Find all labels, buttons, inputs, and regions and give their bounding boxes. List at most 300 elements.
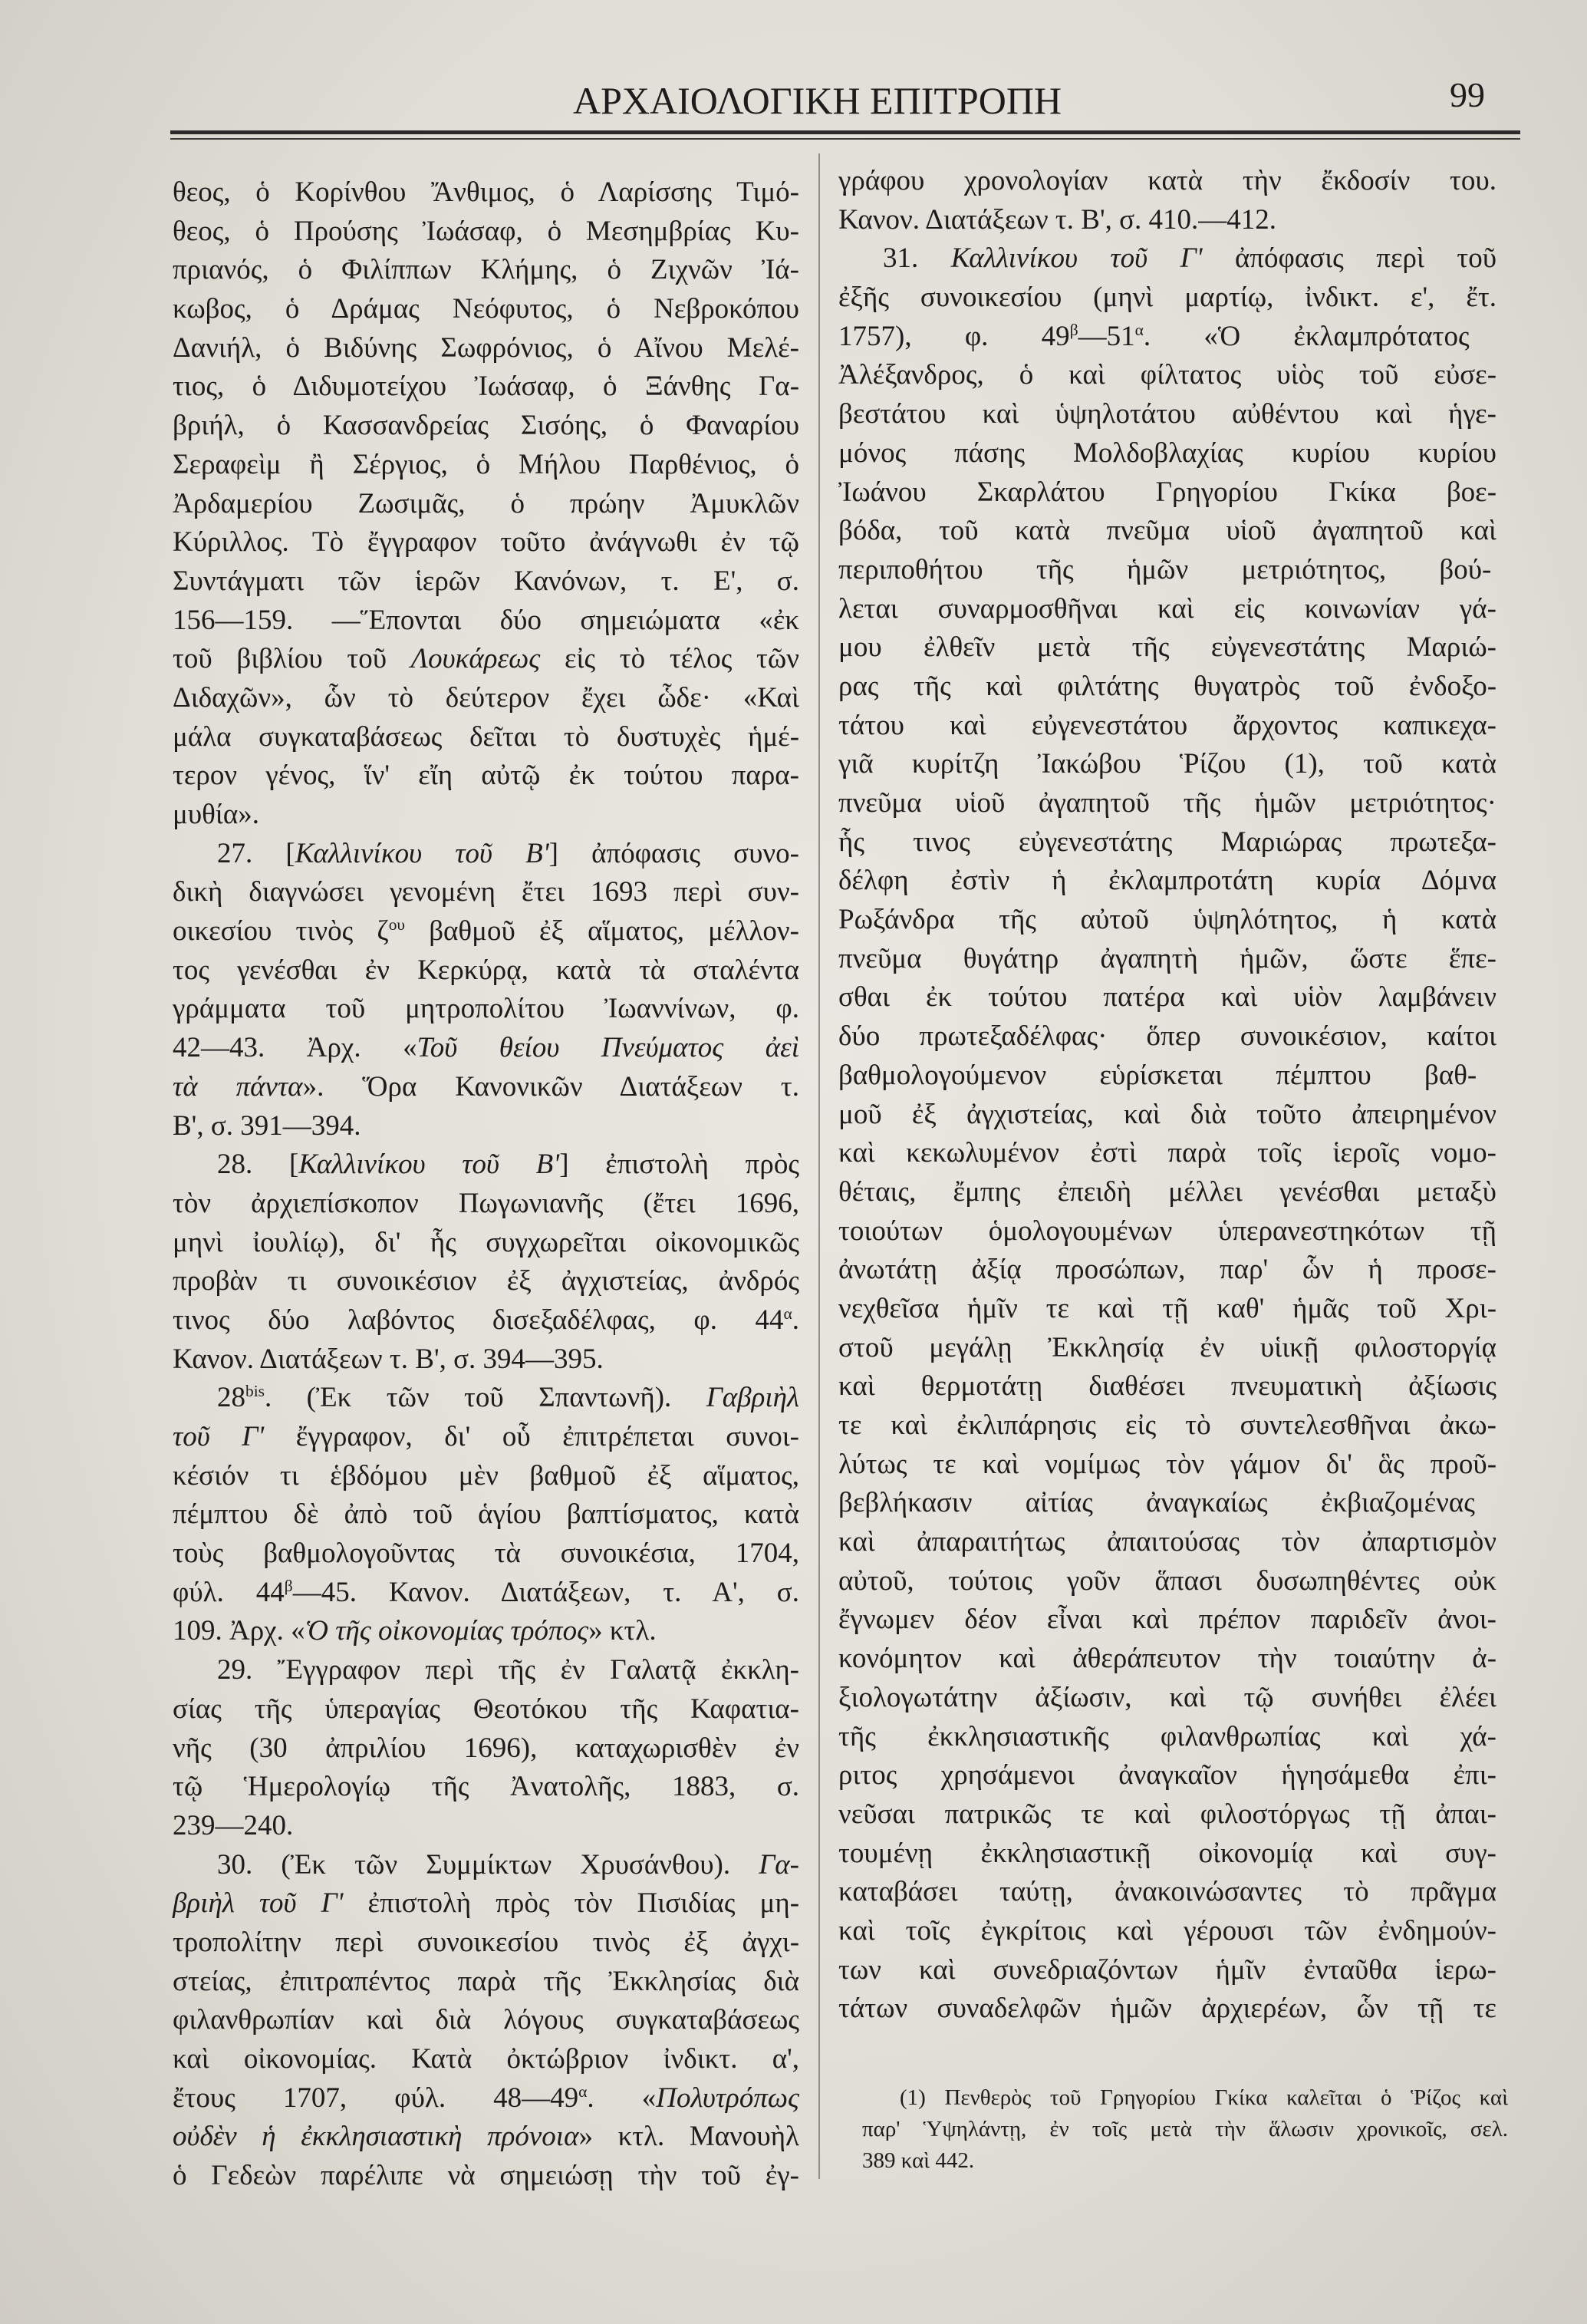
- body-text-line-text: [217, 1651, 799, 1690]
- text-run: . «Ὁ ἐκλαμπρότατος: [1143, 320, 1470, 352]
- body-text-line: [173, 757, 799, 796]
- body-text-line: [838, 1484, 1496, 1523]
- body-text-line-text: [173, 2079, 799, 2118]
- body-text-line: [173, 951, 799, 991]
- body-text-line: [838, 239, 1496, 279]
- text-run: πριανός, ὁ Φιλίππων Κλήμης, ὁ Ζιχνῶν Ἰά-: [173, 254, 799, 286]
- body-text-line: [173, 1807, 799, 1846]
- body-text-line: [173, 1185, 799, 1224]
- body-text-line: [838, 1562, 1496, 1601]
- text-run: δέλφη ἐστὶν ἡ ἐκλαμπροτάτη κυρία Δόμνα: [838, 865, 1496, 897]
- body-text-line-text: [838, 434, 1496, 473]
- body-text-line: [173, 718, 799, 757]
- text-run: βριήλ, ὁ Κασσανδρείας Σισόης, ὁ Φαναρίου: [173, 410, 800, 442]
- body-text-line-text: [838, 1445, 1496, 1485]
- body-text-line-text: [173, 1029, 799, 1068]
- body-text-line: [173, 2157, 799, 2196]
- body-text-line: [838, 1679, 1496, 1718]
- body-text-line-text: [173, 290, 799, 329]
- body-text-line-text: [838, 1640, 1496, 1679]
- body-text-line: [838, 1017, 1496, 1057]
- body-text-line: [173, 2118, 799, 2157]
- body-text-line: [838, 901, 1496, 940]
- body-text-line-text: [838, 1756, 1496, 1795]
- body-text-line: [173, 1340, 799, 1380]
- text-run: ] ἀπόφασις συνο-: [548, 837, 799, 869]
- body-text-line-text: [173, 1690, 799, 1729]
- footnote-line-text: [862, 2145, 974, 2177]
- page-title: ΑΡΧΑΙΟΛΟΓΙΚΗ ΕΠΙΤΡΟΠΗ: [572, 79, 1062, 122]
- body-text-line: [838, 551, 1496, 590]
- text-run: τάτου καὶ εὐγενεστάτου ἄρχοντος καπικεχα-: [838, 709, 1496, 741]
- text-run: καὶ οἰκονομίας. Κατὰ ὀκτώβριον ἰνδικτ. α',: [173, 2043, 800, 2075]
- body-text-line-text: [838, 940, 1496, 979]
- text-run: ἔγγραφον, δι' οὗ ἐπιτρέπεται συνοι-: [264, 1421, 799, 1452]
- text-run: γιᾶ κυρίτζη Ἰακώβου Ῥίζου (1), τοῦ κατὰ: [838, 748, 1497, 780]
- text-run: γράφου χρονολογίαν κατὰ τὴν ἔκδοσίν του.: [838, 165, 1496, 196]
- body-text-line: [838, 668, 1496, 707]
- body-text-line-text: [838, 395, 1496, 434]
- body-text-line: [173, 1690, 799, 1729]
- italic-text: Καλλινίκου τοῦ Β': [295, 837, 549, 869]
- text-run: Διδαχῶν», ὧν τὸ δεύτερον ἔχει ὧδε· «Καὶ: [173, 681, 799, 714]
- body-text-line-text: [173, 562, 799, 602]
- text-run: παρ' Ὑψηλάντῃ, ἐν τοῖς μετὰ τὴν ἅλωσιν χρονικοῖς, σελ.: [862, 2117, 1509, 2141]
- body-text-line: [173, 640, 799, 679]
- text-run: βεστάτου καὶ ὑψηλοτάτου αὐθέντου καὶ ἡγε-: [838, 398, 1496, 430]
- text-run: 239—240.: [173, 1809, 294, 1841]
- left-column: [173, 173, 799, 2196]
- body-text-line-text: [173, 990, 799, 1029]
- text-run: ἀνωτάτῃ ἀξίᾳ προσώπων, παρ' ὧν ἡ προσε-: [838, 1254, 1496, 1286]
- body-text-line-text: [838, 1873, 1496, 1912]
- body-text-line-text: [173, 1807, 293, 1846]
- text-run: —51: [1078, 320, 1135, 352]
- body-text-line-text: [838, 745, 1496, 784]
- body-text-line-text: [173, 1185, 799, 1224]
- body-text-line: [173, 1495, 799, 1534]
- body-text-line-text: [838, 1367, 1496, 1406]
- body-text-line: [173, 990, 799, 1029]
- body-text-line-text: [173, 407, 799, 446]
- text-run: τος γενέσθαι ἐν Κερκύρᾳ, κατὰ τὰ σταλέντα: [173, 954, 800, 986]
- body-text-line-text: [173, 213, 799, 252]
- body-text-line: [173, 329, 799, 368]
- body-text-line: [173, 523, 799, 562]
- body-text-line-text: [838, 784, 1496, 823]
- body-text-line: [838, 1445, 1496, 1485]
- body-text-line: [838, 940, 1496, 979]
- text-run: Ἀλέξανδρος, ὁ καὶ φίλτατος υἱὸς τοῦ εὐσε-: [838, 359, 1497, 391]
- body-text-line: [838, 1251, 1496, 1290]
- body-text-line: [173, 1768, 799, 1807]
- body-text-line-text: [173, 1612, 657, 1651]
- text-run: Δανιήλ, ὁ Βιδύνης Σωφρόνιος, ὁ Αἴνου Μελέ-: [173, 331, 800, 364]
- italic-text: Γαβριὴλ: [706, 1382, 800, 1414]
- text-run: 27. [: [217, 837, 295, 869]
- text-run: ὁ Γεδεὼν παρέλιπε νὰ σημειώσῃ τὴν τοῦ ἐγ-: [173, 2160, 799, 2192]
- body-text-line-text: [838, 1057, 1477, 1096]
- footnote-line: [862, 2082, 1508, 2114]
- text-run: βεβλήκασιν αἰτίας ἀναγκαίως ἐκβιαζομένας: [838, 1487, 1475, 1519]
- body-text-line: [173, 2001, 799, 2040]
- text-run: βόδα, τοῦ κατὰ πνεῦμα υἱοῦ ἀγαπητοῦ καὶ: [838, 515, 1497, 547]
- body-text-line: [173, 1651, 799, 1690]
- text-run: 29. Ἔγγραφον περὶ τῆς ἐν Γαλατᾷ ἐκκλη-: [217, 1654, 800, 1686]
- italic-text: οὐδὲν ἡ ἐκκλησιαστικὴ πρόνοια: [173, 2121, 579, 2153]
- text-run: τοιούτων ὁμολογουμένων ὑπερανεστηκότων τῇ: [838, 1215, 1496, 1247]
- text-run: ἔτους 1707, φύλ. 48—49: [173, 2082, 579, 2114]
- text-run: ρας τῆς καὶ φιλτάτης θυγατρὸς τοῦ ἐνδοξο-: [838, 670, 1497, 702]
- text-run: 31.: [883, 242, 951, 275]
- italic-text: Πολυτρόπως: [656, 2082, 799, 2114]
- body-text-line-text: [838, 1834, 1496, 1874]
- body-text-line: [173, 1963, 799, 2002]
- text-run: δικὴ διαγνώσει γενομένη ἔτει 1693 περὶ συν-: [173, 876, 799, 908]
- body-text-line-text: [173, 2040, 799, 2079]
- body-text-line: [838, 318, 1496, 357]
- body-text-line-text: [173, 796, 259, 835]
- italic-text: τὰ πάντα: [173, 1070, 303, 1103]
- body-text-line: [173, 796, 799, 835]
- body-text-line-text: [173, 1418, 799, 1457]
- body-text-line: [173, 1301, 799, 1340]
- body-text-line-text: [838, 707, 1496, 746]
- body-text-line: [838, 1096, 1496, 1135]
- body-text-line: [173, 407, 799, 446]
- body-text-line-text: [173, 1495, 799, 1534]
- text-run: προβὰν τι συνοικέσιον ἐξ ἀγχιστείας, ἀνδρός: [173, 1265, 799, 1297]
- superscript-text: ου: [388, 915, 406, 935]
- body-text-line: [173, 2079, 799, 2118]
- body-text-line-text: [173, 1457, 799, 1496]
- italic-text: Τοῦ θείου Πνεύματος ἀεὶ: [417, 1032, 800, 1064]
- text-run: νεῦσαι πατρικῶς τε καὶ φιλοστόργως τῇ ἀπαι-: [838, 1798, 1496, 1830]
- footnote-line-text: [900, 2082, 1508, 2114]
- body-text-line-text: [173, 1923, 799, 1963]
- text-run: γράμματα τοῦ μητροπολίτου Ἰωαννίνων, φ.: [173, 993, 799, 1025]
- body-text-line-text: [173, 1574, 799, 1613]
- text-run: καὶ ἀπαραιτήτως ἀπαιτούσας τὸν ἀπαρτισμὸν: [838, 1526, 1497, 1558]
- superscript-text: α: [783, 1304, 792, 1324]
- text-run: νῆς (30 ἀπριλίου 1696), καταχωρισθὲν ἐν: [173, 1732, 799, 1764]
- body-text-line-text: [838, 1562, 1496, 1601]
- text-run: καταβάσει ταύτῃ, ἀνακοινώσαντες τὸ πρᾶγμα: [838, 1876, 1496, 1908]
- body-text-line: [173, 173, 799, 213]
- body-text-line: [173, 485, 799, 524]
- text-run: καὶ θερμοτάτῃ διαθέσει πνευματικὴ ἀξίωσις: [838, 1370, 1496, 1403]
- text-run: αὐτοῦ, τούτοις γοῦν ἅπασι δυσωπηθέντες οὐκ: [838, 1564, 1496, 1597]
- body-text-line-text: [838, 512, 1496, 551]
- text-run: ἀπόφασις περὶ τοῦ: [1202, 242, 1497, 275]
- body-text-line-text: [173, 718, 799, 757]
- body-text-line-text: [173, 1768, 799, 1807]
- body-text-line: [173, 873, 799, 912]
- text-run: ] ἐπιστολὴ πρὸς: [559, 1149, 799, 1181]
- body-text-line: [173, 251, 799, 290]
- body-text-line-text: [217, 1846, 799, 1885]
- text-run: 109. Ἀρχ. «: [173, 1615, 305, 1647]
- text-run: Συντάγματι τῶν ἱερῶν Κανόνων, τ. Ε', σ.: [173, 565, 799, 597]
- body-text-line-text: [173, 2118, 799, 2157]
- text-run: θέταις, ἔμπης ἐπειδὴ μέλλει γενέσθαι μεταξὺ: [838, 1175, 1496, 1208]
- body-text-line: [173, 1923, 799, 1963]
- body-text-line-text: [838, 1600, 1496, 1640]
- text-run: 42—43. Ἀρχ. «: [173, 1032, 417, 1064]
- body-text-line: [173, 1457, 799, 1496]
- body-text-line: [838, 1951, 1496, 1990]
- text-run: περιποθήτου τῆς ἡμῶν μετριότητος, βού-: [838, 553, 1492, 585]
- body-text-line-text: [838, 1173, 1496, 1212]
- text-run: μάλα συγκαταβάσεως δεῖται τὸ δυστυχὲς ἡμέ-: [173, 720, 800, 753]
- body-text-line: [838, 1834, 1496, 1874]
- body-text-line: [838, 745, 1496, 784]
- text-run: σίας τῆς ὑπεραγίας Θεοτόκου τῆς Καφατια-: [173, 1693, 799, 1725]
- body-text-line: [838, 1756, 1496, 1795]
- body-text-line-text: [838, 901, 1496, 940]
- body-text-line: [173, 1262, 799, 1301]
- body-text-line: [838, 1718, 1496, 1757]
- page-number: 99: [1450, 75, 1485, 114]
- body-text-line: [838, 707, 1496, 746]
- body-text-line: [838, 862, 1496, 901]
- body-text-line: [173, 290, 799, 329]
- body-text-line: [838, 1329, 1496, 1368]
- text-run: τροπολίτην περὶ συνοικεσίου τινὸς ἐξ ἀγχι-: [173, 1926, 800, 1958]
- text-run: τε καὶ ἐκλιπάρησις εἰς τὸ συντελεσθῆναι ἀκω-: [838, 1409, 1496, 1441]
- text-run: κωβος, ὁ Δράμας Νεόφυτος, ὁ Νεβροκόπου: [173, 293, 800, 325]
- body-text-line-text: [173, 1068, 799, 1107]
- body-text-line-text: [883, 239, 1496, 279]
- body-text-line-text: [173, 1262, 799, 1301]
- body-text-line-text: [173, 368, 799, 407]
- text-run: πνεῦμα υἱοῦ ἀγαπητοῦ τῆς ἡμῶν μετριότητος·: [838, 787, 1496, 819]
- text-run: βαθμοῦ ἐξ αἵματος, μέλλον-: [405, 915, 799, 948]
- body-text-line: [838, 356, 1496, 395]
- body-text-line-text: [173, 446, 799, 485]
- text-run: νεχθεῖσα ἡμῖν τε καὶ τῇ καθ' ἡμᾶς τοῦ Χρι-: [838, 1292, 1497, 1324]
- footnote-line: [862, 2114, 1508, 2145]
- body-text-line: [173, 1029, 799, 1068]
- body-text-line-text: [838, 823, 1496, 862]
- body-text-line-text: [838, 978, 1496, 1017]
- superscript-text: α: [578, 2082, 588, 2101]
- text-run: στοῦ μεγάλῃ Ἐκκλησίᾳ ἐν υἱικῇ φιλοστοργίᾳ: [838, 1331, 1497, 1363]
- body-text-line: [838, 823, 1496, 862]
- body-text-line-text: [173, 912, 799, 951]
- body-text-line-text: [217, 1146, 799, 1185]
- body-text-line: [173, 1068, 799, 1107]
- text-run: Ἀρδαμερίου Ζωσιμᾶς, ὁ πρώην Ἀμυκλῶν: [173, 487, 800, 519]
- body-text-line: [838, 1367, 1496, 1406]
- body-text-line: [173, 1846, 799, 1885]
- body-text-line: [838, 1406, 1496, 1445]
- body-text-line-text: [173, 1224, 799, 1263]
- body-text-line-text: [173, 1963, 799, 2002]
- body-text-line: [173, 602, 799, 641]
- body-text-line-text: [173, 640, 799, 679]
- body-text-line: [838, 590, 1496, 629]
- text-run: Σεραφεὶμ ἢ Σέργιος, ὁ Μήλου Παρθένιος, ὁ: [173, 448, 799, 480]
- text-run: θεος, ὁ Κορίνθου Ἄνθιμος, ὁ Λαρίσσης Τιμό-: [173, 176, 799, 208]
- body-text-line-text: [173, 329, 799, 368]
- body-text-line: [838, 978, 1496, 1017]
- body-text-line: [838, 628, 1496, 668]
- body-text-line-text: [838, 1951, 1496, 1990]
- body-text-line: [838, 1523, 1496, 1562]
- text-run: ἔγνωμεν δέον εἶναι καὶ πρέπον παριδεῖν ἀνοι-: [838, 1604, 1496, 1636]
- body-text-line: [838, 434, 1496, 473]
- text-run: Β', σ. 391—394.: [173, 1109, 361, 1142]
- body-text-line: [838, 473, 1496, 513]
- text-run: 1757), φ. 49: [838, 320, 1070, 352]
- body-text-line-text: [838, 551, 1491, 590]
- text-run: . (Ἐκ τῶν τοῦ Σπαντωνῆ).: [265, 1382, 706, 1414]
- body-text-line-text: [838, 668, 1496, 707]
- text-run: —45. Κανον. Διατάξεων, τ. Α', σ.: [292, 1576, 799, 1608]
- text-run: ριτος χρησάμενοι ἀναγκαῖον ἡγησάμεθα ἐπι-: [838, 1759, 1496, 1792]
- body-text-line-text: [838, 1134, 1496, 1173]
- text-run: 156—159. —Ἕπονται δύο σημειώματα «ἐκ: [173, 604, 800, 636]
- text-run: μηνὶ ἰουλίῳ), δι' ἧς συγχωρεῖται οἰκονομικῶς: [173, 1226, 800, 1258]
- body-text-line-text: [173, 2001, 799, 2040]
- text-run: 389 καὶ 442.: [862, 2148, 975, 2173]
- body-text-line: [173, 562, 799, 602]
- column-divider: [818, 153, 820, 2179]
- superscript-text: β: [1069, 320, 1078, 339]
- body-text-line-text: [838, 1912, 1496, 1951]
- body-text-line: [173, 2040, 799, 2079]
- text-run: » κτλ.: [588, 1615, 657, 1647]
- body-text-line: [838, 784, 1496, 823]
- body-text-line-text: [838, 1523, 1496, 1562]
- text-run: Κανον. Διατάξεων τ. Β', σ. 394—395.: [173, 1343, 604, 1375]
- text-run: πέμπτου δὲ ἀπὸ τοῦ ἁγίου βαπτίσματος, κατὰ: [173, 1498, 799, 1531]
- body-text-line: [173, 368, 799, 407]
- italic-text: Γα-: [759, 1848, 799, 1881]
- text-run: τάτων συναδελφῶν ἡμῶν ἀρχιερέων, ὧν τῇ τε: [838, 1993, 1496, 2025]
- text-run: μόνος πάσης Μολδοβλαχίας κυρίου κυρίου: [838, 437, 1496, 469]
- body-text-line: [838, 1640, 1496, 1679]
- body-text-line-text: [838, 1795, 1496, 1834]
- body-text-line-text: [173, 757, 799, 796]
- body-text-line: [173, 912, 799, 951]
- body-text-line-text: [838, 1406, 1496, 1445]
- text-run: λεται συναρμοσθῆναι καὶ εἰς κοινωνίαν γά-: [838, 592, 1496, 625]
- text-run: 28. [: [217, 1149, 299, 1181]
- italic-text: τοῦ Γ': [173, 1421, 265, 1452]
- text-run: πνεῦμα θυγάτηρ ἀγαπητὴ ἡμῶν, ὥστε ἕπε-: [838, 942, 1496, 974]
- body-text-line: [173, 1379, 799, 1418]
- body-text-line-text: [217, 835, 799, 874]
- body-text-line-text: [838, 1718, 1496, 1757]
- text-run: μου ἐλθεῖν μετὰ τῆς εὐγενεστάτης Μαριώ-: [838, 631, 1496, 664]
- body-text-line: [838, 1795, 1496, 1834]
- text-run: τοῦ βιβλίου τοῦ: [173, 643, 411, 675]
- text-run: ἐξῆς συνοικεσίου (μηνὶ μαρτίῳ, ἰνδικτ. ε', ἔτ.: [838, 282, 1496, 314]
- body-text-line-text: [173, 873, 799, 912]
- body-text-line-text: [173, 173, 799, 213]
- body-text-line-text: [838, 1096, 1496, 1135]
- superscript-text: bis: [245, 1382, 265, 1401]
- body-text-line-text: [838, 1290, 1496, 1329]
- text-run: 28: [217, 1382, 245, 1414]
- body-text-line-text: [838, 628, 1496, 668]
- body-text-line-text: [838, 473, 1496, 513]
- body-text-line-text: [838, 356, 1496, 395]
- text-run: τοὺς βαθμολογοῦντας τὰ συνοικέσια, 1704,: [173, 1538, 800, 1570]
- italic-text: Ὁ τῆς οἰκονομίας τρόπος: [305, 1615, 589, 1647]
- body-text-line: [838, 201, 1496, 240]
- body-text-line: [173, 835, 799, 874]
- body-text-line-text: [173, 2157, 799, 2196]
- body-text-line-text: [173, 602, 799, 641]
- text-run: τινος δύο λαβόντος δισεξαδέλφας, φ. 44: [173, 1304, 784, 1336]
- body-text-line-text: [838, 1989, 1496, 2029]
- body-text-line: [838, 1290, 1496, 1329]
- text-run: Κύριλλος. Τὸ ἔγγραφον τοῦτο ἀνάγνωθι ἐν τῷ: [173, 526, 799, 559]
- body-text-line: [173, 1574, 799, 1613]
- body-text-line-text: [838, 1679, 1496, 1718]
- body-text-line-text: [838, 862, 1496, 901]
- text-run: τιος, ὁ Διδυμοτείχου Ἰωάσαφ, ὁ Ξάνθης Γα-: [173, 371, 800, 403]
- body-text-line: [838, 1600, 1496, 1640]
- body-text-line-text: [838, 1212, 1496, 1251]
- body-text-line-text: [838, 1017, 1496, 1057]
- text-run: . «: [587, 2082, 657, 2114]
- body-text-line: [173, 1729, 799, 1769]
- text-run: (1) Πενθερὸς τοῦ Γρηγορίου Γκίκα καλεῖται ὁ Ῥίζος καὶ: [900, 2085, 1509, 2110]
- text-run: κονόμητον καὶ ἀθεράπευτον τὴν τοιαύτην ἀ-: [838, 1643, 1497, 1675]
- body-text-line: [838, 279, 1496, 318]
- text-run: τουμένῃ ἐκκλησιαστικῇ οἰκονομίᾳ καὶ συγ-: [838, 1837, 1497, 1869]
- footnote-line: [862, 2145, 1508, 2177]
- running-header-title: [555, 75, 1079, 126]
- text-run: των καὶ συνεδριαζόντων ἡμῖν ἐνταῦθα ἱερω-: [838, 1953, 1496, 1986]
- body-text-line: [173, 1146, 799, 1185]
- text-run: 30. (Ἐκ τῶν Συμμίκτων Χρυσάνθου).: [217, 1848, 759, 1881]
- body-text-line-text: [173, 1884, 799, 1923]
- body-text-line: [173, 213, 799, 252]
- text-run: οικεσίου τινὸς ζ: [173, 915, 389, 948]
- body-text-line: [838, 512, 1496, 551]
- text-run: τὸν ἀρχιεπίσκοπον Πωγωνιανῆς (ἔτει 1696,: [173, 1187, 800, 1219]
- superscript-text: β: [284, 1576, 293, 1595]
- body-text-line-text: [838, 590, 1496, 629]
- body-text-line: [173, 1612, 799, 1651]
- body-text-line: [838, 1912, 1496, 1951]
- header-rule-thick: [170, 130, 1520, 134]
- body-text-line-text: [173, 1301, 799, 1340]
- text-run: Ρωξάνδρα τῆς αὐτοῦ ὑψηλότητος, ἡ κατὰ: [838, 904, 1496, 936]
- header-rule-thin: [170, 138, 1520, 140]
- body-text-line-text: [838, 1484, 1475, 1523]
- body-text-line: [173, 1224, 799, 1263]
- italic-text: βριὴλ τοῦ Γ': [173, 1887, 344, 1920]
- body-text-line-text: [173, 1107, 361, 1146]
- text-run: κέσιόν τι ἑβδόμου μὲν βαθμοῦ ἐξ αἵματος,: [173, 1459, 800, 1492]
- text-run: βαθμολογούμενον εὑρίσκεται πέμπτου βαθ-: [838, 1059, 1477, 1091]
- body-text-line-text: [173, 951, 799, 991]
- body-text-line: [838, 1057, 1496, 1096]
- text-run: δύο πρωτεξαδέλφας· ὅπερ συνοικέσιον, καίτοι: [838, 1020, 1496, 1053]
- superscript-text: α: [1134, 320, 1144, 339]
- body-text-line: [173, 1418, 799, 1457]
- body-text-line-text: [838, 162, 1496, 201]
- body-text-line: [838, 1873, 1496, 1912]
- body-text-line: [173, 1884, 799, 1923]
- body-text-line-text: [173, 1534, 799, 1574]
